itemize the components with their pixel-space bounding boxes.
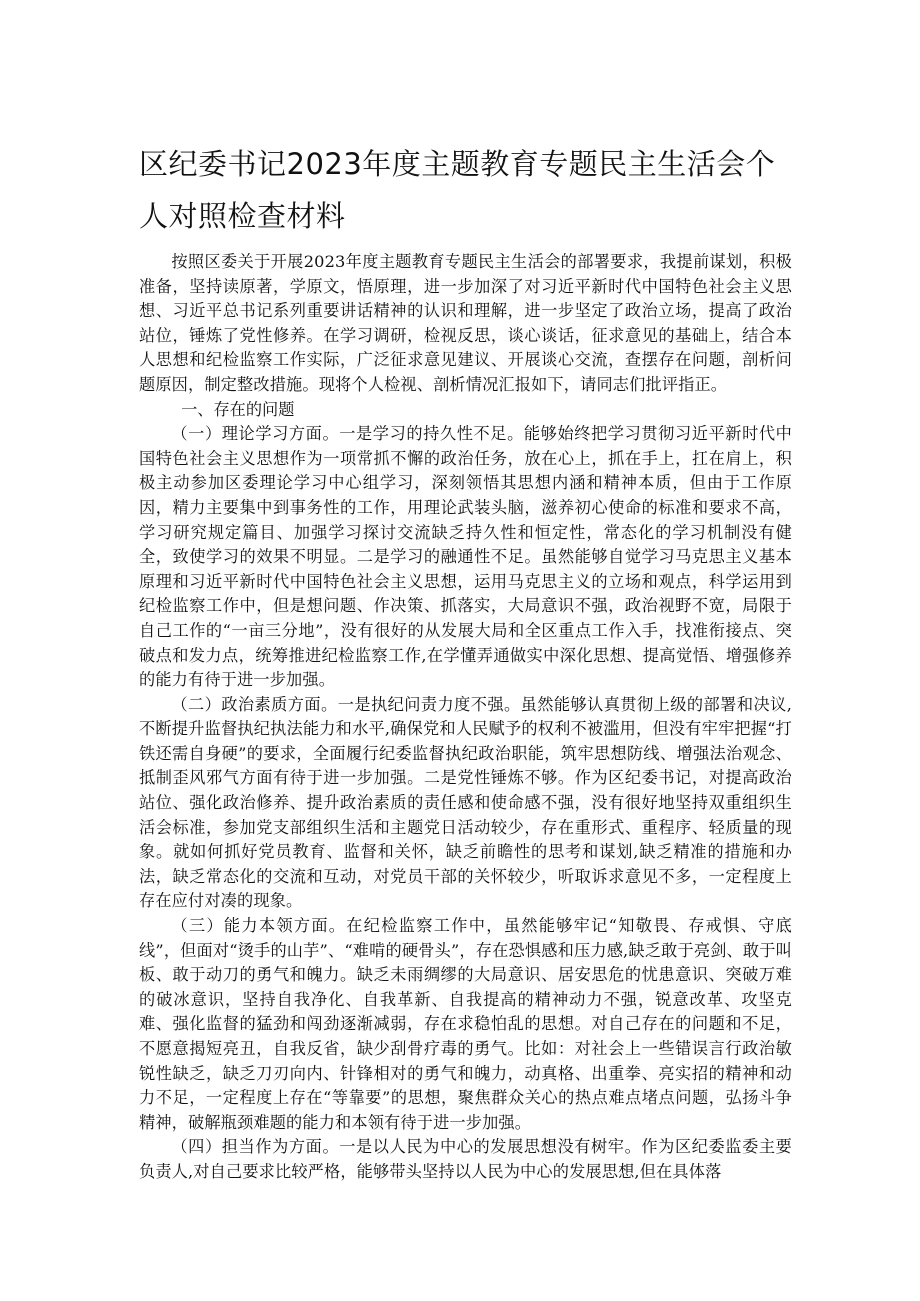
paragraph-political-quality: （二）政治素质方面。一是执纪问责力度不强。虽然能够认真贯彻上级的部署和决议,不断提升监督执纪执法能力和水平,确保党和人民赋予的权利不被滥用，但没有牢牢把握“打铁还需自身硬”的要求，全面履行纪委监督执纪政治职能，筑牢思想防线、增强法治观念、抵制歪风邪气方面有待于进一步加强。二是党性锤炼不够。作为区纪委书记，对提高政治站位、强化政治修养、提升政治素质的责任感和使命感不强，没有很好地坚持双重组织生活会标准，参加党支部组织生活和主题党日活动较少，存在重形式、重程序、轻质量的现象。就如何抓好党员教育、监督和关怀，缺乏前瞻性的思考和谋划,缺乏精准的措施和办法，缺乏常态化的交流和互动，对党员干部的关怀较少，听取诉求意见不多，一定程度上存在应付对凑的现象。	[139, 694, 792, 911]
document-title: 区纪委书记2023年度主题教育专题民主生活会个人对照检查材料	[139, 147, 776, 233]
intro-paragraph: 按照区委关于开展2023年度主题教育专题民主生活会的部署要求，我提前谋划，积极准备，坚持读原著，学原文，悟原理，进一步加深了对习近平新时代中国特色社会主义思想、习近平总书记系列重要讲话精神的认识和理解，进一步坚定了政治立场，提高了政治站位，锤炼了党性修养。在学习调研，检视反思，谈心谈话，征求意见的基础上，结合本人思想和纪检监察工作实际，广泛征求意见建议、开展谈心交流，查摆存在问题，剖析问题原因，制定整改措施。现将个人检视、剖析情况汇报如下，请同志们批评指正。	[139, 252, 792, 394]
document-body	[139, 250, 792, 1185]
paragraph-ability: （三）能力本领方面。在纪检监察工作中，虽然能够牢记“知敬畏、存戒惧、守底线”，但面对“烫手的山芋”、“难啃的硬骨头”，存在恐惧感和压力感,缺乏敢于亮剑、敢于叫板、敢于动刀的勇气和魄力。缺乏未雨绸缪的大局意识、居安思危的忧患意识、突破万难的破冰意识，坚持自我净化、自我革新、自我提高的精神动力不强，锐意改革、攻坚克难、强化监督的猛劲和闯劲逐渐减弱，存在求稳怕乱的思想。对自己存在的问题和不足，不愿意揭短亮丑，自我反省，缺少刮骨疗毒的勇气。比如：对社会上一些错误言行政治敏锐性缺乏，缺乏刀刃向内、针锋相对的勇气和魄力，动真格、出重拳、亮实招的精神和动力不足，一定程度上存在“等靠要”的思想，聚焦群众关心的热点难点堵点问题，弘扬斗争精神，破解瓶颈难题的能力和本领有待于进一步加强。	[139, 916, 792, 1132]
paragraph-theory-study: （一）理论学习方面。一是学习的持久性不足。能够始终把学习贯彻习近平新时代中国特色社会主义思想作为一项常抓不懈的政治任务，放在心上，抓在手上，扛在肩上，积极主动参加区委理论学习中心组学习，深刻领悟其思想内涵和精神本质，但由于工作原因，精力主要集中到事务性的工作，用理论武装头脑，滋养初心使命的标准和要求不高，学习研究规定篇目、加强学习探讨交流缺乏持久性和恒定性，常态化的学习机制没有健全，致使学习的效果不明显。二是学习的融通性不足。虽然能够自觉学习马克思主义基本原理和习近平新时代中国特色社会主义思想，运用马克思主义的立场和观点，科学运用到纪检监察工作中，但是想问题、作决策、抓落实，大局意识不强，政治视野不宽，局限于自己工作的“一亩三分地”，没有很好的从发展大局和全区重点工作入手，找准衔接点、突破点和发力点，统筹推进纪检监察工作,在学懂弄通做实中深化思想、提高觉悟、增强修养的能力有待于进一步加强。	[139, 424, 792, 690]
paragraph-responsibility: （四）担当作为方面。一是以人民为中心的发展思想没有树牢。作为区纪委监委主要负责人,对自己要求比较严格，能够带头坚持以人民为中心的发展思想,但在具体落	[139, 1137, 792, 1181]
section-heading-problems: 一、存在的问题	[181, 399, 295, 419]
